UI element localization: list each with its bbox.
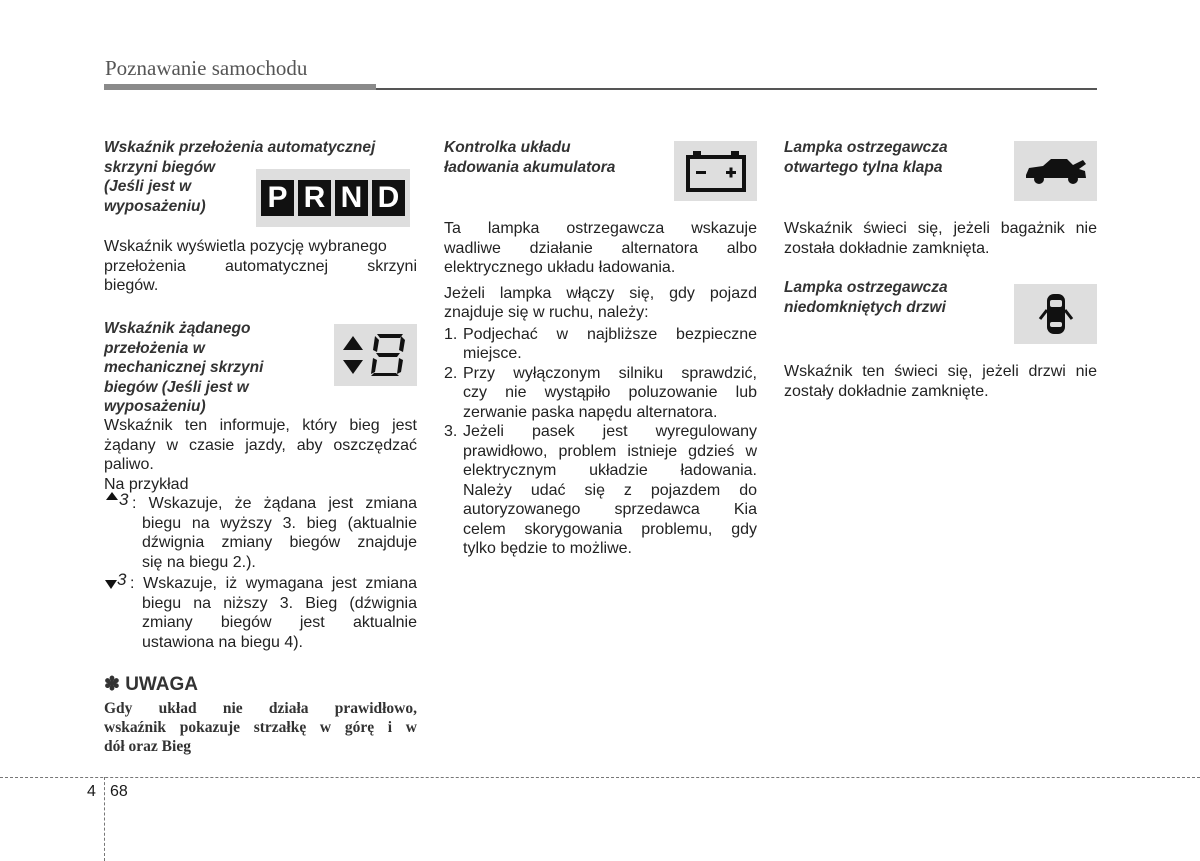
heading-line: mechanicznej skrzyni: [104, 359, 264, 376]
header-rule-thin: [376, 88, 1097, 90]
list-line: miejsce.: [463, 345, 522, 362]
list-number: 2.: [444, 364, 458, 382]
heading-line: Lampka ostrzegawcza: [784, 139, 948, 156]
header-rule-thick: [104, 84, 376, 90]
body-line: została dokładnie zamknięta.: [784, 239, 990, 257]
list-line: czy nie wystąpiło poluzowanie lub: [463, 384, 757, 401]
upshift-digit: 3: [119, 490, 129, 509]
body-line: przełożenia automatycznej skrzyni: [104, 257, 417, 275]
body-line: : Wskazuje, że żądana jest zmiana: [132, 495, 417, 512]
prnd-indicator-icon: [256, 169, 410, 227]
section-body-door: [784, 362, 1097, 401]
list-text: [463, 422, 757, 559]
heading-line: skrzyni biegów: [104, 158, 216, 176]
heading-line: biegów (Jeśli jest w: [104, 378, 249, 396]
heading-line: wyposażeniu): [104, 398, 206, 415]
section-heading-door: [784, 278, 1004, 317]
body-line: Wskaźnik ten świeci się, jeżeli drzwi nie: [784, 363, 1097, 380]
footer-vertical-divider: [104, 777, 105, 861]
list-line: Podjechać w najbliższe bezpieczne: [463, 325, 757, 343]
heading-line: ładowania akumulatora: [444, 158, 616, 176]
heading-line: Wskaźnik przełożenia automatycznej: [104, 139, 376, 156]
uwaga-line: Gdy układ nie działa prawidłowo,: [104, 700, 417, 717]
list-line: Przy wyłączonym silniku sprawdzić,: [463, 364, 757, 382]
downshift-example: [104, 570, 417, 652]
heading-line: przełożenia w: [104, 339, 205, 357]
list-item: [444, 364, 757, 423]
section-heading-charging: [444, 138, 664, 177]
section-body-trunk: [784, 219, 1097, 258]
chapter-number: 4: [87, 783, 96, 800]
body-line: biegu na niższy 3. Bieg (dźwignia: [142, 594, 417, 612]
example-label: Na przykład: [104, 475, 189, 493]
prnd-cell: P: [261, 180, 294, 216]
uwaga-body: [104, 699, 417, 756]
section-body-manual-gear: [104, 416, 417, 494]
list-line: tylko będzie to możliwe.: [463, 540, 632, 557]
section-heading-manual-gear: [104, 319, 324, 417]
body-line: żądany w czasie jazdy, aby oszczędzać: [104, 436, 417, 454]
trunk-open-icon: [1014, 141, 1097, 201]
upshift-example: [104, 490, 417, 572]
body-line: ustawiona na biegu 4).: [142, 633, 303, 651]
body-line: Wskaźnik wyświetla pozycję wybranego: [104, 238, 387, 255]
body-line: zmiany biegów jest aktualnie: [142, 614, 417, 631]
list-item: [444, 325, 757, 364]
uwaga-line: wskaźnik pokazuje strzałkę w górę i w: [104, 719, 417, 736]
body-line: wadliwe działanie alternatora albo: [444, 239, 757, 257]
list-line: Należy udać się z pojazdem do: [463, 481, 757, 499]
body-line: Wskaźnik świeci się, jeżeli bagażnik nie: [784, 220, 1097, 237]
list-line: zerwanie paska napędu alternatora.: [463, 403, 718, 421]
list-line: celem skorygowania problemu, gdy: [463, 520, 757, 538]
heading-line: (Jeśli jest w: [104, 178, 192, 195]
prnd-cell: R: [298, 180, 331, 216]
section-heading-trunk: [784, 138, 1004, 177]
footer-divider: [0, 777, 1200, 778]
uwaga-title: ✽ UWAGA: [104, 674, 199, 695]
list-line: Jeżeli pasek jest wyregulowany: [463, 423, 757, 440]
heading-line: otwartego tylna klapa: [784, 158, 943, 176]
prnd-cell: N: [335, 180, 368, 216]
door-ajar-icon: [1014, 284, 1097, 344]
body-line: Jeżeli lampka włączy się, gdy pojazd: [444, 284, 757, 302]
list-text: [463, 325, 757, 364]
page-header-title: Poznawanie samochodu: [105, 56, 308, 80]
list-item: [444, 422, 757, 559]
heading-line: Kontrolka układu: [444, 139, 571, 156]
heading-line: wyposażeniu): [104, 197, 206, 215]
body-line: elektrycznego układu ładowania.: [444, 259, 676, 276]
list-number: 1.: [444, 325, 458, 343]
body-line: biegów.: [104, 277, 159, 294]
section-body-charging: [444, 219, 757, 559]
body-line: się na biegu 2.).: [142, 553, 256, 571]
list-line: autoryzowanego sprzedawca Kia: [463, 501, 757, 518]
prnd-cell: D: [372, 180, 405, 216]
body-line: Wskaźnik ten informuje, który bieg jest: [104, 417, 417, 434]
page-number: 68: [110, 783, 128, 800]
uwaga-line: dół oraz Bieg: [104, 738, 191, 755]
body-line: dźwignia zmiany biegów znajduje: [142, 534, 417, 551]
list-line: prawidłowo, problem istnieje gdzieś w: [463, 442, 757, 460]
section-body-automatic-gear: [104, 237, 417, 296]
list-text: [463, 364, 757, 423]
body-line: znajduje się w ruchu, należy:: [444, 304, 649, 321]
heading-line: Wskaźnik żądanego: [104, 320, 251, 337]
heading-line: niedomkniętych drzwi: [784, 298, 946, 316]
gear-shift-indicator-icon: [334, 324, 417, 386]
downshift-digit: 3: [117, 570, 127, 589]
body-line: biegu na wyższy 3. bieg (aktualnie: [142, 514, 417, 532]
heading-line: Lampka ostrzegawcza: [784, 279, 948, 296]
list-number: 3.: [444, 423, 458, 440]
list-line: elektrycznym układzie ładowania.: [463, 462, 757, 479]
battery-warning-icon: [674, 141, 757, 201]
body-line: Ta lampka ostrzegawcza wskazuje: [444, 220, 757, 237]
body-line: paliwo.: [104, 456, 154, 473]
body-line: zostały dokładnie zamknięte.: [784, 382, 989, 400]
body-line: : Wskazuje, iż wymagana jest zmiana: [130, 575, 417, 592]
